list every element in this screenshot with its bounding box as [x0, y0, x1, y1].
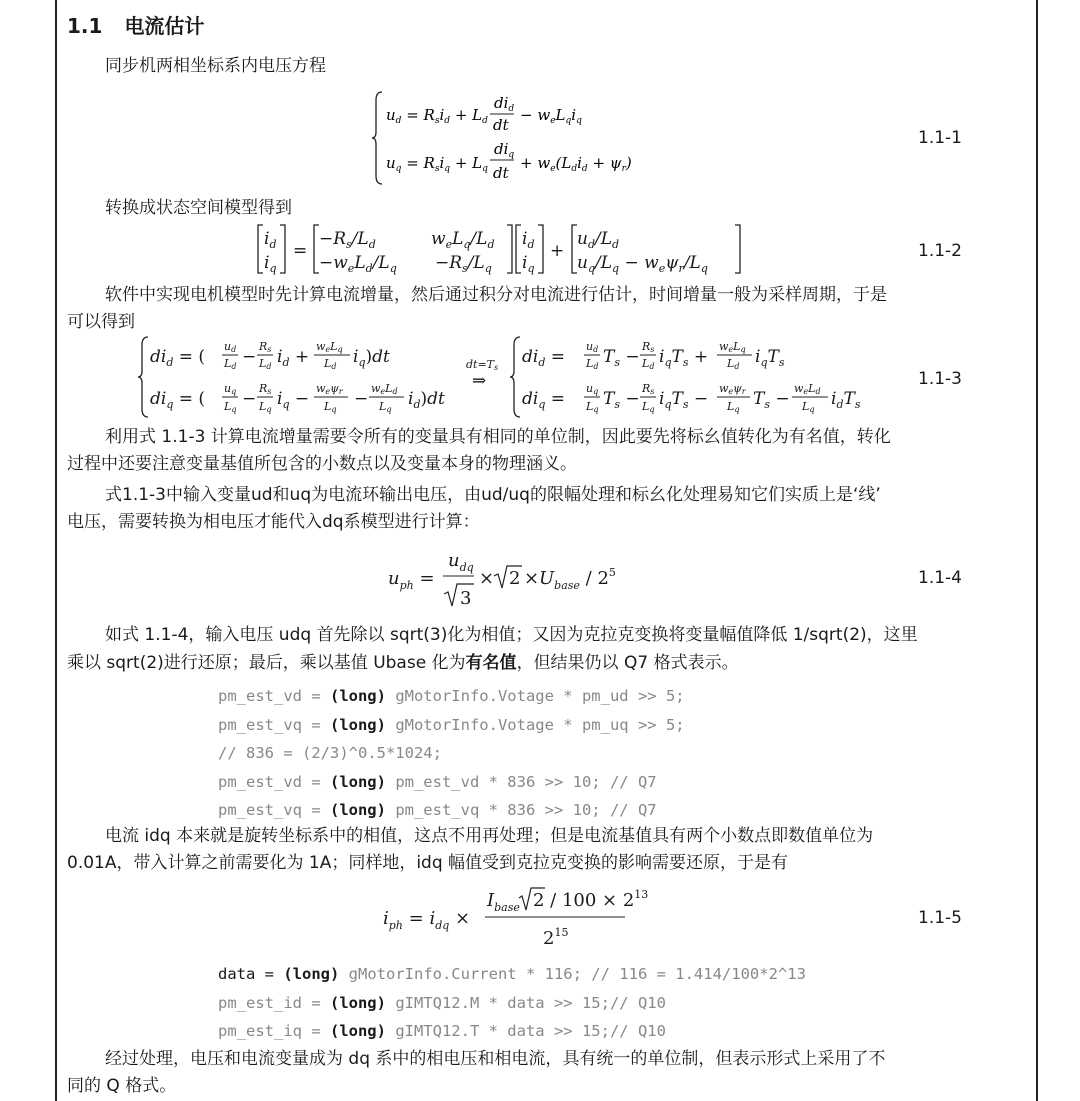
svg-text:uq: uq — [586, 382, 599, 396]
svg-text:Ld: Ld — [259, 357, 272, 371]
code-line: pm_est_vq = (long) gMotorInfo.Votage * pm_uq >> 5; — [218, 715, 685, 734]
svg-text:weψr: weψr — [719, 382, 746, 396]
svg-text:−Rs/Ld: $-R_s/L_d$ — [319, 229, 376, 251]
paragraph-udq-line1: 如式 1.1-4，输入电压 udq 首先除以 sqrt(3)化为相值；又因为克拉克变换将变量幅值降低 1/sqrt(2)，这里 — [105, 625, 918, 645]
paragraph-state-space-intro: 转换成状态空间模型得到 — [105, 198, 292, 218]
svg-text:weLd: weLd — [371, 382, 398, 396]
svg-text:diq = (: $di_q$ = ( — [150, 389, 206, 411]
svg-text:iq: $i_q$ — [264, 253, 277, 275]
svg-text:ud = Rsid + Ld: $u_d = R_si_d + L_d$ — [386, 106, 488, 126]
svg-text:Ld: Ld — [324, 357, 337, 371]
svg-text:Lq: Lq — [224, 400, 237, 414]
svg-text:weLq/Ld: $w_eL_q/L_d$ — [431, 229, 495, 251]
code-line: pm_est_vd = (long) pm_est_vd * 836 >> 10; // Q7 — [218, 772, 657, 791]
svg-text:3: 3 — [460, 588, 472, 609]
svg-text:diq: $di_q$ — [494, 140, 515, 160]
equation-1-4-graphic — [388, 546, 628, 612]
equation-1-2 — [255, 222, 755, 276]
equation-1-1-graphic — [372, 88, 652, 188]
equation-1-4 — [388, 546, 628, 612]
equation-number-1: 1.1-1 — [918, 128, 962, 148]
svg-text:Ld: Ld — [224, 357, 237, 371]
equation-1-2-graphic — [255, 222, 755, 276]
paragraph-units-line1: 利用式 1.1-3 计算电流增量需要令所有的变量具有相同的单位制，因此要先将标幺值转化为有名值，转化 — [105, 427, 891, 447]
code-line: data = (long) gMotorInfo.Current * 116; // 116 = 1.414/100*2^13 — [218, 965, 806, 983]
equation-1-3 — [138, 334, 898, 420]
svg-text:ud/Ld: $u_d/L_d$ — [577, 229, 620, 251]
svg-text:Rs: Rs — [259, 340, 272, 354]
svg-text:Ld: Ld — [727, 357, 740, 371]
svg-text:weLd: weLd — [794, 382, 821, 396]
svg-text:dt: dt — [493, 116, 509, 134]
svg-text:weψr: weψr — [316, 382, 343, 396]
code-line: pm_est_vd = (long) gMotorInfo.Votage * pm_ud >> 5; — [218, 687, 685, 705]
svg-text:did =: $di_d$ = — [522, 347, 566, 369]
svg-text:−: − — [242, 347, 257, 367]
svg-text:Ubase / 25: $U_{base} / 2^5$ — [539, 566, 616, 592]
svg-text:uq: uq — [224, 382, 237, 396]
paragraph-udq-line2-end: ，但结果仍以 Q7 格式表示。 — [516, 653, 739, 673]
section-heading — [67, 10, 204, 39]
paragraph-summary-line1: 经过处理，电压和电流变量成为 dq 系中的相电压和相电流，具有统一的单位制，但表示形式上采用了不 — [105, 1049, 886, 1069]
svg-text:dt: dt — [493, 164, 509, 182]
svg-text:weLq: weLq — [719, 340, 746, 354]
svg-text:− weLqiq: − $w_eL_qi_q$ — [520, 106, 582, 126]
svg-text:Rs: Rs — [642, 382, 655, 396]
svg-text:Lq: Lq — [727, 400, 740, 414]
code-block-voltage — [218, 682, 685, 825]
svg-text:Ld: Ld — [586, 357, 599, 371]
code-line: // 836 = (2/3)^0.5*1024; — [218, 744, 442, 762]
svg-text:idTs: $i_dT_s$ — [831, 389, 861, 411]
paragraph-input-voltage-line2: 电压，需要转换为相电压才能代入dq系模型进行计算： — [67, 512, 480, 532]
svg-text:did = (: $di_d$ = ( — [150, 347, 206, 369]
svg-text:=: = — [293, 241, 308, 261]
code-line: pm_est_iq = (long) gIMTQ12.T * data >> 15;// Q10 — [218, 1022, 666, 1040]
code-block-current — [218, 960, 806, 1046]
svg-text:id: $i_d$ — [522, 229, 535, 251]
svg-text:Ts −: $T_s$ − — [603, 389, 640, 411]
svg-text:iq: $i_q$ — [522, 253, 535, 275]
paragraph-input-voltage-line1: 式1.1-3中输入变量ud和uq为电流环输出电压，由ud/uq的限幅处理和标幺化处理易知它们实质上是‘线’ — [105, 485, 881, 505]
svg-text:Rs: Rs — [642, 340, 655, 354]
section-title: 电流估计 — [124, 14, 205, 38]
page-border-left — [55, 0, 57, 1101]
code-line: pm_est_vq = (long) pm_est_vq * 836 >> 10; // Q7 — [218, 801, 657, 819]
equation-1-3-graphic — [138, 334, 898, 420]
svg-text:did: $di_d$ — [494, 94, 515, 114]
svg-text:udq: $u_{dq}$ — [448, 550, 474, 574]
svg-text:Lq: Lq — [324, 400, 337, 414]
svg-text:215: $2^{15}$ — [543, 926, 569, 949]
svg-text:iph = idq ×: $i_{ph} = i_{dq}$ × — [383, 908, 471, 932]
svg-text:+ we(Ldid + ψr): + $w_e(L_di_d + \psi_r)$ — [520, 154, 632, 174]
equation-1-5-graphic — [383, 884, 649, 956]
page-border-right — [1036, 0, 1038, 1101]
paragraph-udq-line2-start: 乘以 sqrt(2)进行还原；最后，乘以基值 Ubase 化为 — [67, 653, 466, 673]
svg-text:id: $i_d$ — [264, 229, 277, 251]
equation-1-5 — [383, 884, 649, 956]
paragraph-current-line2: 0.01A，带入计算之前需要化为 1A；同样地，idq 幅值受到克拉克变换的影响需要还原，于是有 — [67, 853, 789, 873]
svg-text:ud: ud — [586, 340, 599, 354]
paragraph-units-line2: 过程中还要注意变量基值所包含的小数点以及变量本身的物理涵义。 — [67, 454, 577, 474]
equation-1-1 — [372, 88, 652, 188]
code-line: pm_est_id = (long) gIMTQ12.M * data >> 15;// Q10 — [218, 993, 666, 1012]
equation-number-4: 1.1-4 — [918, 568, 962, 588]
svg-text:id)dt: $i_d)dt$ — [408, 389, 445, 411]
svg-text:uq = Rsiq + Lq: $u_q = R_si_q + L_q$ — [386, 154, 488, 174]
svg-text:Lq: Lq — [259, 400, 272, 414]
section-number: 1.1 — [67, 14, 103, 38]
svg-text:2 / 100 × 213: $2 / 100 \times 2^{13}$ — [533, 888, 649, 911]
equation-number-3: 1.1-3 — [918, 369, 962, 389]
svg-text:Ibase: $I_{base}$ — [487, 890, 520, 914]
dt-ts-label: dt=Ts — [466, 358, 499, 372]
svg-text:−: − — [354, 389, 369, 409]
svg-text:id +: $i_d$ + — [277, 347, 310, 369]
svg-text:×: × — [479, 568, 495, 589]
svg-text:iqTs −: $i_qT_s$ − — [659, 389, 709, 411]
svg-text:+: + — [550, 241, 565, 261]
svg-text:iq)dt: $i_q)dt$ — [353, 347, 390, 369]
svg-text:−Rs/Lq: $-R_s/L_q$ — [435, 253, 492, 275]
svg-text:Lq: Lq — [802, 400, 815, 414]
svg-text:iqTs: $i_qT_s$ — [755, 347, 785, 369]
equation-number-5: 1.1-5 — [918, 908, 962, 928]
svg-text:ud: ud — [224, 340, 237, 354]
svg-text:Ts −: $T_s$ − — [753, 389, 790, 411]
svg-text:⇒: ⇒ — [472, 371, 487, 391]
svg-text:Rs: Rs — [259, 382, 272, 396]
svg-text:uq/Lq − weψr/Lq: $u_q/L_q - w_e\psi_r/L_q$ — [577, 253, 708, 275]
svg-text:weLq: weLq — [316, 340, 343, 354]
svg-text:−weLd/Lq: $-w_eL_d/L_q$ — [319, 253, 397, 275]
paragraph-udq-bold-term: 有名值 — [465, 653, 517, 673]
svg-text:−: − — [242, 389, 257, 409]
svg-text:iqTs +: $i_qT_s$ + — [659, 347, 709, 369]
svg-text:Ld: Ld — [642, 357, 655, 371]
paragraph-software-line1: 软件中实现电机模型时先计算电流增量，然后通过积分对电流进行估计，时间增量一般为采样周期，于是 — [105, 285, 887, 305]
paragraph-udq-line2 — [67, 650, 739, 677]
paragraph-summary-line2: 同的 Q 格式。 — [67, 1076, 177, 1096]
svg-text:Lq: Lq — [586, 400, 599, 414]
paragraph-software-line2: 可以得到 — [67, 312, 135, 332]
svg-text:Ts −: $T_s$ − — [603, 347, 640, 369]
paragraph-current-line1: 电流 idq 本来就是旋转坐标系中的相值，这点不用再处理；但是电流基值具有两个小数点即数值单位为 — [105, 826, 874, 846]
svg-text:2: 2 — [509, 568, 521, 589]
equation-number-2: 1.1-2 — [918, 241, 962, 261]
svg-text:diq =: $di_q$ = — [522, 389, 566, 411]
svg-text:Lq: Lq — [642, 400, 655, 414]
svg-text:Lq: Lq — [379, 400, 392, 414]
svg-text:×: × — [524, 568, 540, 589]
svg-text:uph =: $u_{ph}$ = — [388, 568, 435, 592]
svg-text:iq −: $i_q$ − — [277, 389, 310, 411]
paragraph-voltage-intro: 同步机两相坐标系内电压方程 — [105, 56, 326, 76]
